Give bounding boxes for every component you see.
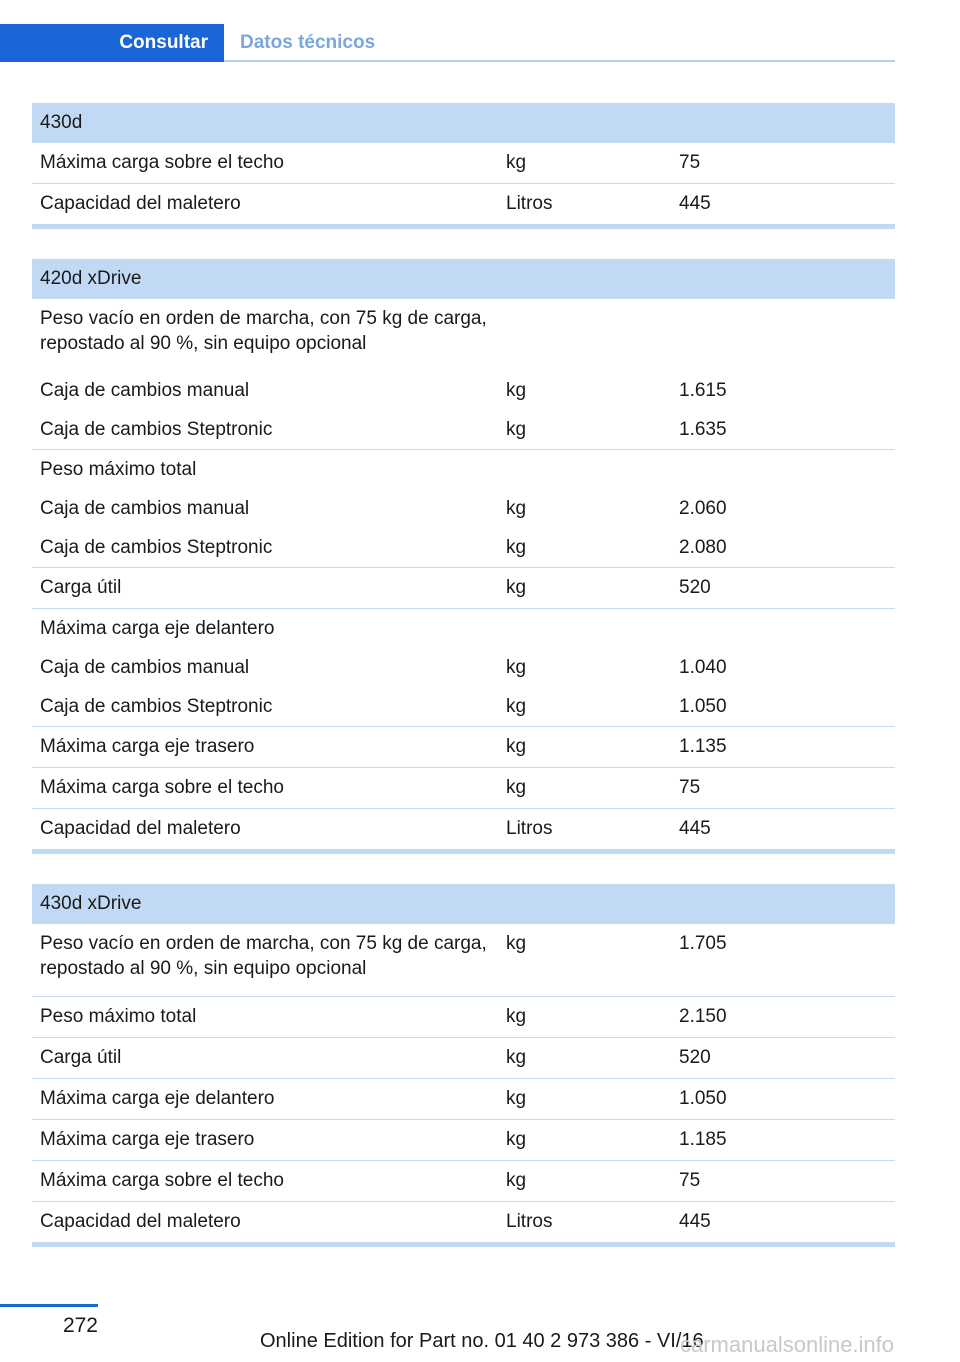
table-row bbox=[32, 1202, 895, 1242]
row-unit: Litros bbox=[506, 193, 553, 214]
table-row bbox=[32, 768, 895, 809]
row-unit: kg bbox=[506, 537, 527, 558]
row-label: Máxima carga eje delantero bbox=[40, 1088, 275, 1109]
row-value: 2.150 bbox=[679, 1006, 727, 1027]
spec-table-420d-xdrive bbox=[32, 259, 895, 854]
table-row bbox=[32, 410, 895, 450]
row-unit: kg bbox=[506, 736, 527, 757]
row-value: 1.635 bbox=[679, 419, 727, 440]
row-label: Máxima carga sobre el techo bbox=[40, 152, 284, 173]
table-row bbox=[32, 371, 895, 410]
table-row bbox=[32, 568, 895, 609]
row-label: Máxima carga eje trasero bbox=[40, 1129, 255, 1150]
row-label: Caja de cambios manual bbox=[40, 657, 250, 678]
row-unit: kg bbox=[506, 419, 527, 440]
row-label: Peso máximo total bbox=[40, 1006, 197, 1027]
row-value: 445 bbox=[679, 818, 711, 839]
row-label: Capacidad del maletero bbox=[40, 193, 241, 214]
row-unit: kg bbox=[506, 933, 527, 954]
row-unit: kg bbox=[506, 498, 527, 519]
row-value: 75 bbox=[679, 152, 701, 173]
row-value: 520 bbox=[679, 1047, 711, 1068]
row-label: Máxima carga sobre el techo bbox=[40, 1170, 284, 1191]
table-row bbox=[32, 997, 895, 1038]
table-row bbox=[32, 687, 895, 727]
row-label: Peso vacío en orden de marcha, con 75 kg de carga, repostado al 90 %, sin equipo opcional bbox=[40, 308, 487, 354]
table-title: 430d bbox=[32, 103, 895, 143]
table-row bbox=[32, 1079, 895, 1120]
row-label: Caja de cambios Steptronic bbox=[40, 696, 273, 717]
row-value: 1.135 bbox=[679, 736, 727, 757]
edition-note: Online Edition for Part no. 01 40 2 973 386 - VI/16 bbox=[260, 1330, 704, 1352]
row-value: 1.185 bbox=[679, 1129, 727, 1150]
row-label: Capacidad del maletero bbox=[40, 818, 241, 839]
row-label: Carga útil bbox=[40, 1047, 122, 1068]
row-unit: kg bbox=[506, 1170, 527, 1191]
row-label: Caja de cambios manual bbox=[40, 380, 250, 401]
spec-tables bbox=[32, 103, 895, 1277]
page-number: 272 bbox=[62, 1314, 98, 1337]
spec-table-430d-xdrive bbox=[32, 884, 895, 1247]
table-row bbox=[32, 609, 895, 648]
row-label: Peso máximo total bbox=[40, 459, 197, 480]
table-row bbox=[32, 727, 895, 768]
row-value: 1.705 bbox=[679, 933, 727, 954]
table-row bbox=[32, 1120, 895, 1161]
row-label: Caja de cambios Steptronic bbox=[40, 419, 273, 440]
row-value: 75 bbox=[679, 1170, 701, 1191]
row-value: 445 bbox=[679, 193, 711, 214]
watermark: carmanualsonline.info bbox=[680, 1332, 895, 1357]
row-value bbox=[679, 616, 895, 641]
row-unit: kg bbox=[506, 152, 527, 173]
table-footer-bar bbox=[32, 224, 895, 229]
row-unit: kg bbox=[506, 1006, 527, 1027]
row-label: Máxima carga sobre el techo bbox=[40, 777, 284, 798]
tab-consultar[interactable]: Consultar bbox=[0, 24, 224, 62]
row-unit bbox=[506, 616, 679, 641]
row-value: 75 bbox=[679, 777, 701, 798]
row-unit: kg bbox=[506, 696, 527, 717]
row-label: Capacidad del maletero bbox=[40, 1211, 241, 1232]
row-label: Carga útil bbox=[40, 577, 122, 598]
header-tabbar bbox=[0, 24, 895, 62]
row-unit: kg bbox=[506, 1129, 527, 1150]
table-row bbox=[32, 809, 895, 849]
tab-underline bbox=[224, 60, 895, 62]
table-title: 430d xDrive bbox=[32, 884, 895, 924]
row-unit: Litros bbox=[506, 1211, 553, 1232]
row-value: 1.050 bbox=[679, 696, 727, 717]
row-label: Caja de cambios Steptronic bbox=[40, 537, 273, 558]
table-row bbox=[32, 1038, 895, 1079]
row-unit: kg bbox=[506, 657, 527, 678]
row-label: Máxima carga eje delantero bbox=[40, 618, 275, 639]
table-row bbox=[32, 528, 895, 568]
table-row bbox=[32, 1161, 895, 1202]
table-row bbox=[32, 143, 895, 184]
page-number-bar bbox=[0, 1304, 98, 1307]
table-footer-bar bbox=[32, 1242, 895, 1247]
row-value: 445 bbox=[679, 1211, 711, 1232]
table-row bbox=[32, 489, 895, 528]
spec-table-430d bbox=[32, 103, 895, 229]
row-unit: kg bbox=[506, 1088, 527, 1109]
row-unit bbox=[506, 457, 679, 482]
row-value: 520 bbox=[679, 577, 711, 598]
row-unit: kg bbox=[506, 777, 527, 798]
row-label: Caja de cambios manual bbox=[40, 498, 250, 519]
row-unit: kg bbox=[506, 1047, 527, 1068]
row-unit: Litros bbox=[506, 818, 553, 839]
row-label: Peso vacío en orden de marcha, con 75 kg de carga, repostado al 90 %, sin equipo opcional bbox=[40, 933, 487, 979]
row-unit: kg bbox=[506, 380, 527, 401]
row-value: 1.040 bbox=[679, 657, 727, 678]
row-value: 1.615 bbox=[679, 380, 727, 401]
table-row bbox=[32, 648, 895, 687]
row-value: 2.060 bbox=[679, 498, 727, 519]
row-label: Máxima carga eje trasero bbox=[40, 736, 255, 757]
table-row bbox=[32, 184, 895, 224]
row-value bbox=[679, 457, 895, 482]
table-title: 420d xDrive bbox=[32, 259, 895, 299]
tab-datos-tecnicos[interactable]: Datos técnicos bbox=[240, 32, 376, 53]
table-row bbox=[32, 924, 895, 997]
row-value bbox=[679, 306, 895, 356]
table-footer-bar bbox=[32, 849, 895, 854]
row-value: 1.050 bbox=[679, 1088, 727, 1109]
row-unit: kg bbox=[506, 577, 527, 598]
row-unit bbox=[506, 306, 679, 356]
row-value: 2.080 bbox=[679, 537, 727, 558]
table-row bbox=[32, 299, 895, 371]
table-row bbox=[32, 450, 895, 489]
